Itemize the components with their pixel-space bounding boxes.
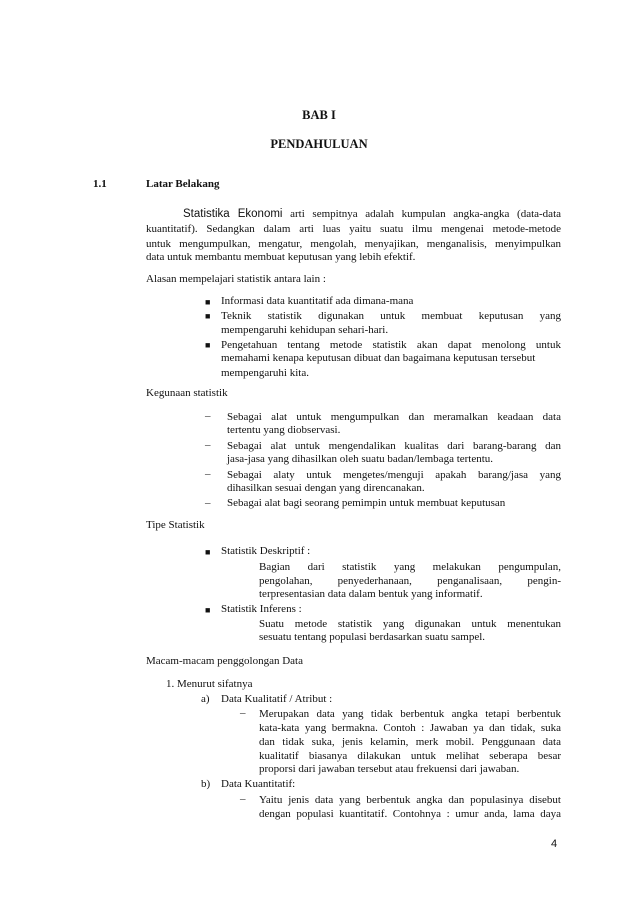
intro-lead: Statistika Ekonomi — [183, 208, 283, 220]
intro-line-1-text: arti sempitnya adalah kumpulan angka-angka (data-data — [290, 208, 562, 220]
tipe-item-2-label: Statistik Inferens : — [221, 603, 302, 615]
tipe-heading: Tipe Statistik — [146, 519, 205, 531]
dash-icon: – — [240, 793, 246, 805]
kegunaan-item-2-line-1: Sebagai alat untuk mengendalikan kualitas dari barang-barang dan — [227, 440, 561, 452]
macam-heading: Macam-macam penggolongan Data — [146, 655, 303, 667]
macam-b-desc-1: Yaitu jenis data yang berbentuk angka dan populasinya disebut — [259, 794, 561, 806]
macam-a-desc-2: kata-kata yang bermakna. Contoh : Jawaban ya dan tidak, suka — [259, 722, 561, 734]
macam-b-label: b) — [201, 778, 211, 790]
kegunaan-item-1-line-2: tertentu yang diobservasi. — [227, 424, 341, 436]
kegunaan-item-4: Sebagai alat bagi seorang pemimpin untuk membuat keputusan — [227, 497, 506, 509]
kegunaan-item-3-line-2: dihasilkan sesuai dengan yang direncanakan. — [227, 482, 425, 494]
bullet-icon: ■ — [205, 311, 211, 321]
tipe-item-2-desc-2: sesuatu tentang populasi berdasarkan suatu sampel. — [259, 631, 486, 643]
macam-a-desc-4: kualitatif biasanya dilakukan untuk melihat seberapa besar — [259, 750, 561, 762]
tipe-item-1-label: Statistik Deskriptif : — [221, 545, 311, 557]
alasan-heading: Alasan mempelajari statistik antara lain : — [146, 273, 326, 285]
chapter-title: PENDAHULUAN — [270, 137, 368, 151]
dash-icon: – — [205, 468, 211, 480]
tipe-item-1-desc-3: terpresentasian data dalam bentuk yang informatif. — [259, 588, 483, 600]
alasan-item-3-line-2: memahami kenapa keputusan dibuat dan bagaimana keputusan tersebut — [221, 352, 536, 364]
chapter-label: BAB I — [302, 108, 336, 122]
bullet-icon: ■ — [205, 297, 211, 307]
kegunaan-heading: Kegunaan statistik — [146, 387, 228, 399]
tipe-item-1-desc-2: pengolahan, penyederhanaan, penganalisaan, pengin- — [259, 575, 561, 587]
kegunaan-item-3-line-1: Sebagai alaty untuk mengetes/menguji apakah barang/jasa yang — [227, 469, 561, 481]
macam-item-1: 1. Menurut sifatnya — [166, 678, 253, 690]
macam-b-desc-2: dengan populasi kuantitatif. Contohnya : umur anda, lama daya — [259, 808, 561, 820]
kegunaan-item-1-line-1: Sebagai alat untuk mengumpulkan dan meramalkan keadaan data — [227, 411, 561, 423]
dash-icon: – — [240, 707, 246, 719]
alasan-item-2-line-2: mempengaruhi kehidupan sehari-hari. — [221, 324, 389, 336]
intro-line-1 — [146, 207, 561, 222]
dash-icon: – — [205, 497, 211, 509]
macam-a-desc-3: dan tidak suka, jenis kelamin, merk mobil. Penggunaan data — [259, 736, 561, 748]
section-number: 1.1 — [93, 178, 107, 190]
macam-a-label: a) — [201, 693, 210, 705]
intro-line-2: kuantitatif). Sedangkan dalam arti luas yaitu suatu ilmu mengenai metode-metode — [146, 223, 561, 235]
section-title: Latar Belakang — [146, 178, 220, 190]
alasan-item-1: Informasi data kuantitatif ada dimana-mana — [221, 295, 414, 307]
macam-b-title: Data Kuantitatif: — [221, 778, 296, 790]
bullet-icon: ■ — [205, 547, 211, 557]
macam-a-desc-1: Merupakan data yang tidak berbentuk angka tetapi berbentuk — [259, 708, 561, 720]
dash-icon: – — [205, 439, 211, 451]
kegunaan-item-2-line-2: jasa-jasa yang dihasilkan oleh suatu badan/lembaga tertentu. — [227, 453, 494, 465]
dash-icon: – — [205, 410, 211, 422]
tipe-item-1-desc-1: Bagian dari statistik yang melakukan pengumpulan, — [259, 561, 561, 573]
bullet-icon: ■ — [205, 605, 211, 615]
alasan-item-2-line-1: Teknik statistik digunakan untuk membuat keputusan yang — [221, 310, 561, 322]
bullet-icon: ■ — [205, 340, 211, 350]
alasan-item-3-line-1: Pengetahuan tentang metode statistik akan dapat menolong untuk — [221, 339, 561, 351]
tipe-item-2-desc-1: Suatu metode statistik yang digunakan untuk menentukan — [259, 618, 561, 630]
macam-a-title: Data Kualitatif / Atribut : — [221, 693, 333, 705]
macam-a-desc-5: proporsi dari jawaban tersebut atau frekuensi dari jawaban. — [259, 763, 520, 775]
intro-line-4: data untuk membantu membuat keputusan yang lebih efektif. — [146, 251, 416, 263]
page-number: 4 — [551, 838, 558, 850]
alasan-item-3-line-3: mempengaruhi kita. — [221, 367, 309, 379]
intro-line-3: untuk mengumpulkan, mengatur, mengolah, menyajikan, menganalisis, menyimpulkan — [146, 238, 561, 250]
